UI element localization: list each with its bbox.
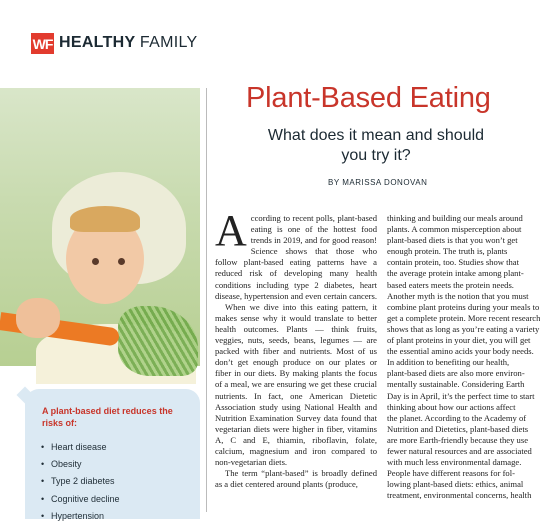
- list-item: • Obesity: [41, 459, 82, 470]
- text-line: mentally sustainable. Considering Earth: [387, 379, 525, 390]
- section-title: [59, 34, 197, 52]
- sidebar-box: [25, 389, 200, 519]
- text-line: shows that as long as you’re eating a variety: [387, 323, 540, 334]
- text-line: based eaters meets the protein needs.: [387, 279, 514, 290]
- paragraph: When we dive into this eating pattern, it makes sense why it would translate to better health outcomes. Plants — think fruits, veggies, nuts, seeds, beans, legumes — are packed with fiber and nutrients. Most of us don’t get enough produce on our plates or fiber in our diets. By making plants the focus of a meal, we are ensuring we get these crucial nutrients. In fact, one American Dietetic Association study using National Health and Nutrition Examination Survey data found that vegetarian diets were higher in fiber, vitamins A, C and E, thiamin, riboflavin, folate, calcium, magnesium and iron compared to non-vegetarian diets.: [215, 301, 377, 468]
- text-line: treatment, environmental concerns, health: [387, 490, 532, 501]
- paragraph-text: ccording to recent polls, plant-based eating is one of the hottest food trends in 2019, and for good reason! Science shows that those who follow plant-based eating patterns have a reduced risk of developing many health conditions including type 2 diabetes, heart disease, hypertension and even certain cancers.: [215, 213, 378, 301]
- text-line: get a complete protein. More recent research: [387, 312, 540, 323]
- paragraph: The term “plant-based” is broadly defined as a diet centered around plants (produce,: [215, 468, 377, 490]
- list-item-label: Cognitive decline: [51, 493, 120, 504]
- child-hand: [16, 298, 60, 338]
- text-line: plants. A common misperception about: [387, 224, 522, 235]
- text-line: combine plant proteins during your meals to: [387, 301, 540, 312]
- byline: BY MARISSA DONOVAN: [328, 178, 428, 187]
- text-line: plant-based diets are also more environ-: [387, 368, 525, 379]
- carrot-greens: [118, 306, 198, 376]
- child-eye: [92, 258, 99, 265]
- text-line: thinking and building our meals around: [387, 213, 523, 223]
- article-column-2: [387, 213, 540, 501]
- text-line: are more Earth-friendly because they use: [387, 434, 529, 445]
- list-item: • Heart disease: [41, 442, 107, 452]
- child-eating-carrot-photo: [0, 88, 200, 366]
- text-line: the essential amino acids your body needs.: [387, 346, 534, 357]
- list-item: • Type 2 diabetes: [41, 476, 115, 487]
- text-line: People have different reasons for fol-: [387, 468, 515, 479]
- text-line: Day is in April, it’s the perfect time to start: [387, 390, 535, 401]
- text-line: lowing plant-based diets: ethics, animal: [387, 479, 524, 490]
- section-title-bold: HEALTHY: [59, 34, 136, 51]
- text-line: In addition to benefiting our health,: [387, 357, 510, 368]
- sidebar-list: [41, 441, 120, 527]
- column-divider: [206, 88, 207, 512]
- text-line: fewer natural resources and are associated: [387, 445, 532, 456]
- text-line: with much less environmental damage.: [387, 457, 522, 468]
- text-line: the planet. According to the Academy of: [387, 412, 527, 423]
- article-subtitle: What does it mean and should you try it?: [267, 127, 485, 164]
- text-line: plant-based diets is that you won’t get: [387, 235, 518, 246]
- paragraph: [215, 206, 378, 302]
- list-item-label: Heart disease: [51, 442, 107, 452]
- section-title-light: FAMILY: [139, 34, 198, 51]
- list-item: • Cognitive decline: [41, 493, 120, 504]
- list-item: • Hypertension: [41, 510, 105, 521]
- text-line: thinking about how our actions affect: [387, 401, 516, 412]
- wf-logo: WF: [31, 33, 54, 54]
- sidebar-heading: A plant-based diet reduces the risks of:: [42, 406, 173, 428]
- article-title: Plant-Based Eating: [246, 82, 491, 114]
- text-line: the average protein intake among plant-: [387, 268, 524, 279]
- text-line: Another myth is the notion that you must: [387, 290, 529, 301]
- text-line: Nutrition and Dietetics, plant-based diets: [387, 423, 529, 434]
- article-column-1: [215, 206, 378, 490]
- text-line: contain protein, too. Studies show that: [387, 257, 519, 268]
- text-line: of plant proteins in your diet, you will get: [387, 335, 531, 346]
- list-item-label: Hypertension: [51, 510, 105, 521]
- list-item-label: Type 2 diabetes: [51, 476, 115, 487]
- sidebar-notch: [17, 387, 34, 404]
- child-eye: [118, 258, 125, 265]
- text-line: enough protein. The truth is, plants: [387, 246, 508, 257]
- drop-cap: A: [215, 206, 247, 255]
- list-item-label: Obesity: [51, 459, 82, 470]
- child-hair: [70, 206, 140, 232]
